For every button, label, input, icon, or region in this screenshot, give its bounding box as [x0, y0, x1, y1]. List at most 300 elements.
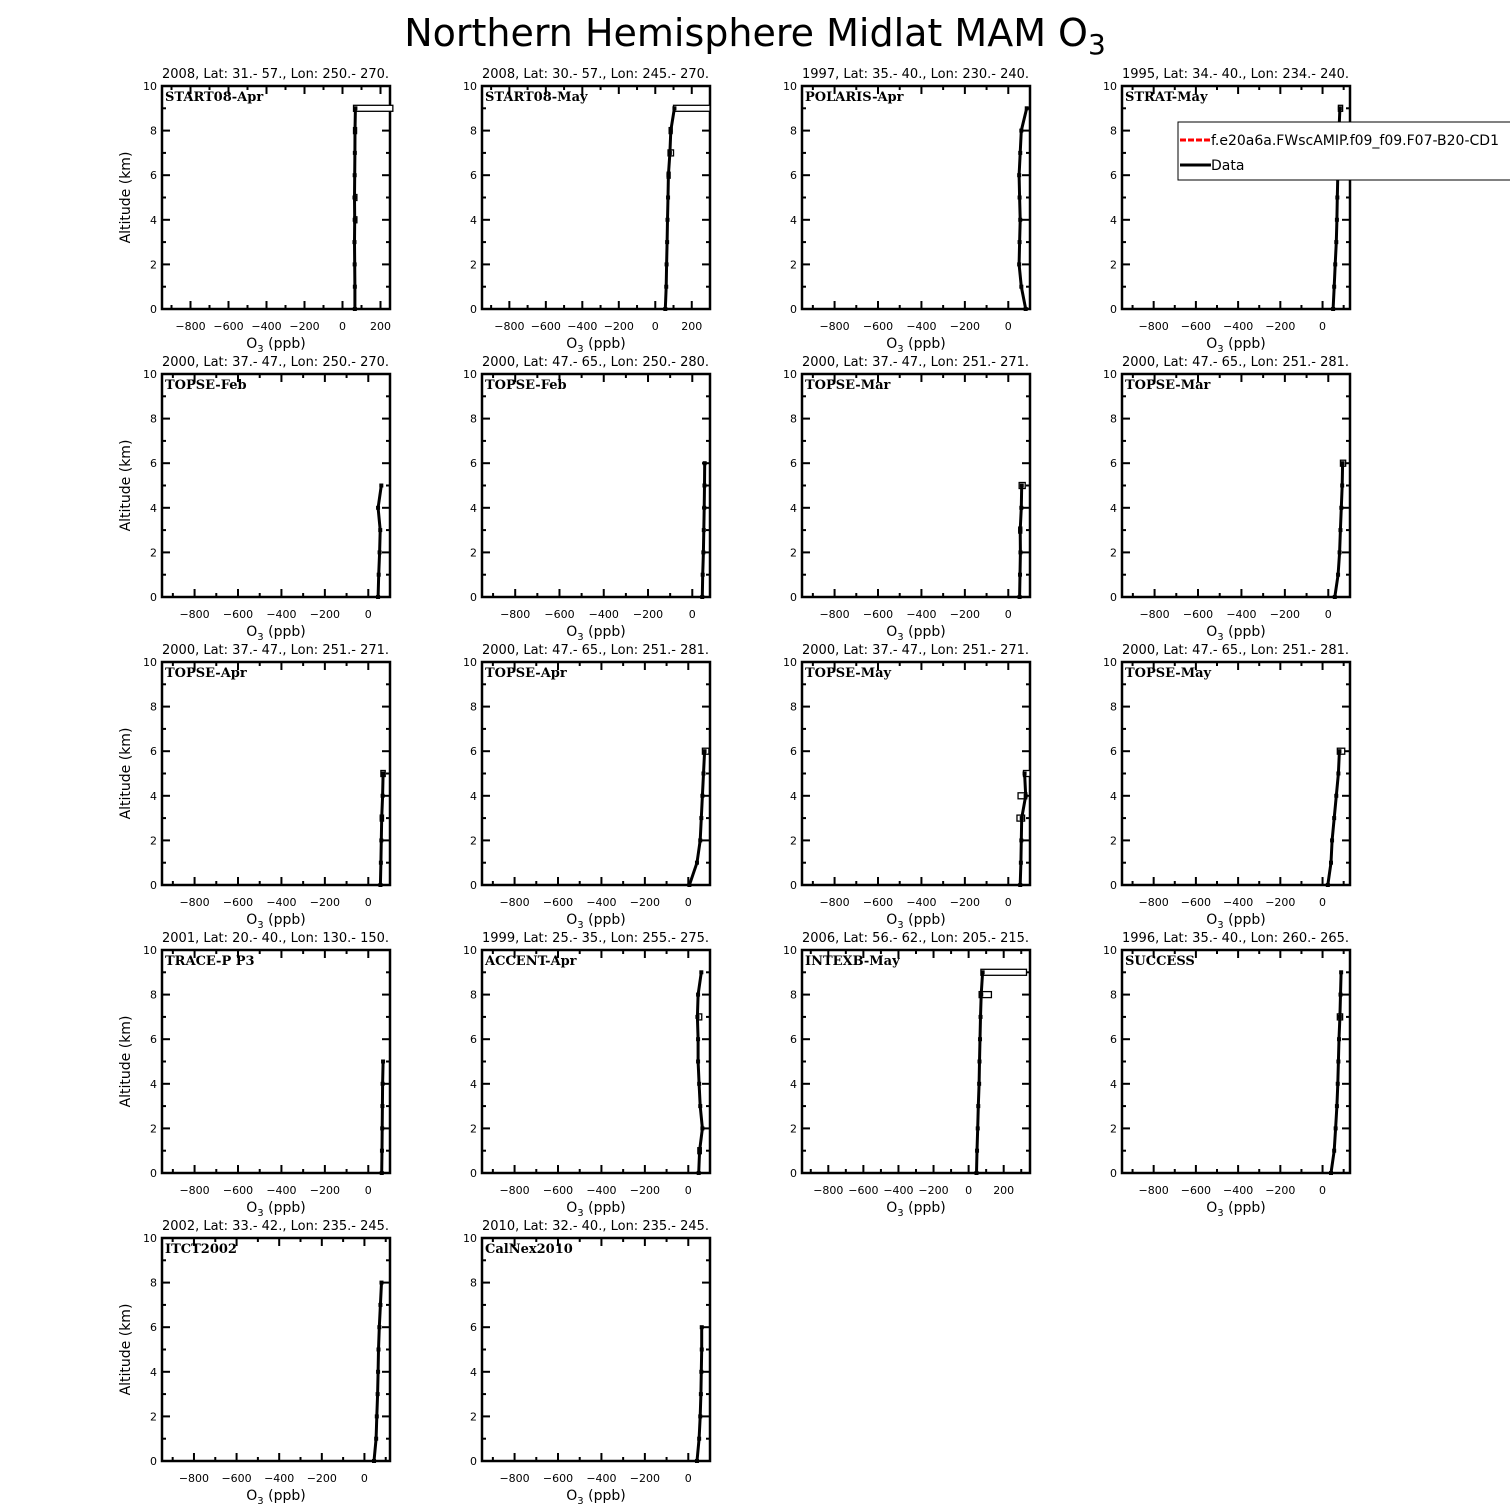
- x-tick-label: −400: [266, 608, 297, 621]
- y-tick-label: 6: [1110, 1033, 1117, 1047]
- x-tick-label: 200: [681, 320, 703, 333]
- plot-frame: [162, 950, 390, 1173]
- y-axis-label: Altitude (km): [118, 439, 134, 532]
- y-tick-label: 10: [783, 80, 797, 93]
- profile-panel: [118, 67, 393, 355]
- plot-frame: [482, 86, 710, 309]
- x-tick-label: −800: [499, 1184, 530, 1197]
- legend-model-label: f.e20a6a.FWscAMIP.f09_f09.F07-B20-CD1: [1211, 133, 1499, 149]
- data-point: [1018, 218, 1022, 222]
- panel-header: 2001, Lat: 20.- 40., Lon: 130.- 150.: [162, 931, 390, 946]
- plot-frame: [1122, 950, 1350, 1173]
- figure-title: [404, 11, 1106, 61]
- profile-panel: [1103, 355, 1350, 643]
- data-point: [1019, 861, 1023, 865]
- x-tick-label: −400: [1223, 320, 1254, 333]
- y-tick-label: 8: [1110, 124, 1117, 138]
- data-point: [353, 285, 357, 289]
- x-axis-label: $O_3$ (ppb): [246, 1200, 306, 1219]
- data-point: [1336, 1060, 1340, 1064]
- y-tick-label: 0: [1110, 1167, 1117, 1180]
- y-tick-label: 6: [150, 169, 157, 183]
- plot-frame: [1122, 374, 1350, 597]
- data-point: [379, 484, 383, 488]
- range-box: [981, 969, 1027, 975]
- data-point: [1329, 861, 1333, 865]
- profile-panel: [1103, 67, 1350, 355]
- x-axis-label: $O_3$ (ppb): [566, 336, 626, 355]
- x-tick-label: 0: [684, 896, 692, 909]
- campaign-label: INTEXB-May: [805, 954, 900, 969]
- data-point: [1334, 1126, 1338, 1130]
- y-axis-label: Altitude (km): [118, 151, 134, 244]
- data-point: [666, 218, 670, 222]
- campaign-label: TOPSE-Mar: [805, 378, 891, 393]
- panel-header: 2000, Lat: 37.- 47., Lon: 251.- 271.: [162, 643, 390, 658]
- data-point: [700, 1348, 704, 1352]
- y-axis-label: Altitude (km): [118, 1015, 134, 1108]
- plot-frame: [162, 1238, 390, 1461]
- y-tick-label: 6: [1110, 169, 1117, 183]
- y-tick-label: 10: [1103, 80, 1117, 93]
- x-tick-label: 0: [965, 1184, 973, 1197]
- panel-header: 2000, Lat: 37.- 47., Lon: 251.- 271.: [802, 643, 1030, 658]
- y-tick-label: 8: [790, 124, 797, 138]
- y-tick-label: 8: [150, 124, 157, 138]
- panel-header: 1995, Lat: 34.- 40., Lon: 234.- 240.: [1122, 67, 1350, 82]
- data-point: [379, 1281, 383, 1285]
- campaign-label: TOPSE-May: [1125, 666, 1212, 681]
- panel-header: 2000, Lat: 47.- 65., Lon: 251.- 281.: [1122, 355, 1350, 370]
- y-tick-label: 4: [1110, 1077, 1117, 1091]
- x-axis-label: $O_3$ (ppb): [886, 336, 946, 355]
- x-tick-label: −200: [1265, 320, 1296, 333]
- x-axis-label: $O_3$ (ppb): [1206, 1200, 1266, 1219]
- data-point: [696, 1037, 700, 1041]
- y-tick-label: 2: [470, 258, 477, 272]
- campaign-label: START08-May: [485, 90, 588, 105]
- x-axis-label: $O_3$ (ppb): [566, 1200, 626, 1219]
- y-tick-label: 4: [470, 501, 477, 515]
- data-point: [378, 528, 382, 532]
- data-point: [1018, 151, 1022, 155]
- data-point: [702, 484, 706, 488]
- data-point: [1024, 307, 1028, 311]
- y-tick-label: 0: [1110, 303, 1117, 316]
- y-tick-label: 0: [470, 1167, 477, 1180]
- data-series-line: [355, 108, 356, 309]
- x-tick-label: −600: [222, 1184, 254, 1197]
- data-point: [379, 838, 383, 842]
- data-point: [701, 573, 705, 577]
- data-point: [1024, 794, 1028, 798]
- y-tick-label: 10: [463, 656, 477, 669]
- data-point: [695, 861, 699, 865]
- data-point: [701, 550, 705, 554]
- x-tick-label: −200: [629, 1184, 660, 1197]
- data-point: [687, 883, 691, 887]
- y-tick-label: 4: [470, 789, 477, 803]
- profile-panel: [463, 931, 710, 1219]
- plot-frame: [1122, 86, 1350, 309]
- profile-panel: [463, 355, 710, 643]
- y-tick-label: 6: [470, 1033, 477, 1047]
- data-point: [1338, 528, 1342, 532]
- y-tick-label: 8: [150, 988, 157, 1002]
- panel-header: 2000, Lat: 47.- 65., Lon: 251.- 281.: [482, 643, 710, 658]
- y-tick-label: 0: [790, 879, 797, 892]
- profile-panel: [118, 1219, 390, 1507]
- profile-panel: [118, 355, 390, 643]
- campaign-label: STRAT-May: [1125, 90, 1208, 105]
- x-axis-label: $O_3$ (ppb): [246, 912, 306, 931]
- data-point: [1340, 484, 1344, 488]
- figure-title-sub: 3: [1087, 28, 1106, 61]
- y-tick-label: 2: [790, 834, 797, 848]
- campaign-label: CalNex2010: [485, 1242, 573, 1257]
- x-tick-label: −200: [309, 1184, 340, 1197]
- data-point: [372, 1459, 376, 1463]
- plot-frame: [162, 374, 390, 597]
- x-tick-label: −600: [1180, 896, 1211, 909]
- y-tick-label: 10: [463, 80, 477, 93]
- y-tick-label: 6: [470, 457, 477, 471]
- x-axis-label: $O_3$ (ppb): [886, 1200, 946, 1219]
- data-point: [1018, 883, 1022, 887]
- y-tick-label: 6: [150, 745, 157, 759]
- data-point: [374, 1437, 378, 1441]
- y-tick-label: 4: [790, 789, 797, 803]
- y-tick-label: 2: [150, 546, 157, 560]
- y-tick-label: 10: [1103, 944, 1117, 957]
- y-tick-label: 6: [790, 169, 797, 183]
- y-tick-label: 10: [143, 80, 157, 93]
- x-tick-label: −800: [175, 320, 206, 333]
- campaign-label: TOPSE-Apr: [485, 666, 567, 681]
- data-point: [1019, 129, 1023, 133]
- x-tick-label: −800: [1138, 320, 1169, 333]
- x-tick-label: −200: [1269, 608, 1300, 621]
- y-tick-label: 2: [150, 1410, 157, 1424]
- data-series-line: [382, 1062, 383, 1174]
- data-point: [376, 506, 380, 510]
- data-point: [700, 1325, 704, 1329]
- y-tick-label: 10: [463, 368, 477, 381]
- x-tick-label: −400: [586, 1184, 617, 1197]
- panel-header: 2008, Lat: 30.- 57., Lon: 245.- 270.: [482, 67, 710, 82]
- campaign-label: TOPSE-Feb: [485, 378, 567, 393]
- y-tick-label: 2: [790, 546, 797, 560]
- data-point: [700, 595, 704, 599]
- y-tick-label: 2: [470, 834, 477, 848]
- x-tick-label: −400: [1223, 896, 1254, 909]
- data-point: [1341, 461, 1345, 465]
- y-tick-label: 6: [470, 1321, 477, 1335]
- panel-header: 2000, Lat: 37.- 47., Lon: 250.- 270.: [162, 355, 390, 370]
- data-series-line: [1020, 486, 1022, 598]
- y-tick-label: 4: [150, 501, 157, 515]
- data-point: [376, 1392, 380, 1396]
- data-point: [979, 1015, 983, 1019]
- campaign-label: TOPSE-Apr: [165, 666, 247, 681]
- campaign-label: TOPSE-May: [805, 666, 892, 681]
- y-axis-label: Altitude (km): [118, 1303, 134, 1396]
- panel-header: 2002, Lat: 33.- 42., Lon: 235.- 245.: [162, 1219, 390, 1234]
- x-tick-label: −400: [1223, 1184, 1254, 1197]
- campaign-label: ACCENT-Apr: [485, 954, 577, 969]
- data-point: [377, 573, 381, 577]
- y-tick-label: 6: [790, 1033, 797, 1047]
- x-tick-label: −200: [949, 896, 980, 909]
- plot-frame: [162, 662, 390, 885]
- x-tick-label: 0: [1004, 896, 1012, 909]
- x-tick-label: 0: [684, 1472, 692, 1485]
- x-tick-label: 0: [651, 320, 659, 333]
- y-tick-label: 4: [790, 213, 797, 227]
- y-tick-label: 6: [790, 457, 797, 471]
- y-tick-label: 2: [470, 1122, 477, 1136]
- data-point: [380, 1171, 384, 1175]
- y-tick-label: 4: [470, 213, 477, 227]
- y-tick-label: 6: [150, 1033, 157, 1047]
- y-tick-label: 4: [790, 1077, 797, 1091]
- x-tick-label: 0: [1319, 320, 1327, 333]
- panel-header: 2000, Lat: 47.- 65., Lon: 250.- 280.: [482, 355, 710, 370]
- data-point: [381, 1082, 385, 1086]
- y-tick-label: 4: [150, 1077, 157, 1091]
- plot-frame: [802, 950, 1030, 1173]
- data-point: [1339, 970, 1343, 974]
- data-point: [698, 838, 702, 842]
- data-point: [702, 528, 706, 532]
- y-tick-label: 8: [790, 988, 797, 1002]
- data-point: [353, 106, 357, 110]
- y-tick-label: 8: [790, 700, 797, 714]
- data-point: [672, 106, 676, 110]
- y-tick-label: 0: [470, 879, 477, 892]
- y-axis-label: Altitude (km): [118, 727, 134, 820]
- panel-header: 2000, Lat: 37.- 47., Lon: 251.- 271.: [802, 355, 1030, 370]
- x-tick-label: −200: [309, 608, 340, 621]
- data-point: [1332, 816, 1336, 820]
- data-point: [1331, 307, 1335, 311]
- x-tick-label: −400: [586, 1472, 617, 1485]
- y-tick-label: 8: [1110, 988, 1117, 1002]
- x-tick-label: −400: [883, 1184, 914, 1197]
- data-point: [379, 861, 383, 865]
- data-point: [1330, 838, 1334, 842]
- data-point: [978, 1037, 982, 1041]
- data-point: [380, 816, 384, 820]
- x-tick-label: 0: [1319, 1184, 1327, 1197]
- panel-grid: [118, 67, 1350, 1507]
- y-tick-label: 0: [150, 303, 157, 316]
- y-tick-label: 10: [143, 944, 157, 957]
- y-tick-label: 8: [470, 700, 477, 714]
- x-tick-label: −800: [499, 896, 530, 909]
- x-tick-label: −600: [542, 1184, 574, 1197]
- range-box: [674, 105, 710, 111]
- data-point: [976, 1104, 980, 1108]
- figure-title-main: Northern Hemisphere Midlat MAM O: [404, 11, 1088, 55]
- legend-data-label: Data: [1211, 158, 1245, 174]
- x-tick-label: −400: [906, 320, 937, 333]
- x-tick-label: 0: [364, 896, 372, 909]
- x-tick-label: −800: [178, 1472, 210, 1485]
- data-point: [1018, 573, 1022, 577]
- data-point: [381, 794, 385, 798]
- profile-panel: [1103, 643, 1350, 931]
- data-point: [381, 1060, 385, 1064]
- x-tick-label: −600: [544, 608, 575, 621]
- x-tick-label: −400: [264, 1472, 295, 1485]
- panel-header: 2006, Lat: 56.- 62., Lon: 205.- 215.: [802, 931, 1030, 946]
- x-tick-label: −800: [1139, 608, 1170, 621]
- x-tick-label: −400: [1226, 608, 1257, 621]
- data-point: [376, 595, 380, 599]
- profile-panel: [1103, 931, 1350, 1219]
- plot-frame: [482, 950, 710, 1173]
- y-tick-label: 0: [790, 303, 797, 316]
- x-tick-label: −400: [906, 608, 937, 621]
- data-point: [665, 262, 669, 266]
- y-tick-label: 10: [143, 1232, 157, 1245]
- y-tick-label: 8: [1110, 412, 1117, 426]
- panel-header: 1997, Lat: 35.- 40., Lon: 230.- 240.: [802, 67, 1030, 82]
- x-tick-label: −600: [542, 1472, 574, 1485]
- data-point: [352, 240, 356, 244]
- panel-header: 1996, Lat: 35.- 40., Lon: 260.- 265.: [1122, 931, 1350, 946]
- data-point: [1334, 794, 1338, 798]
- data-point: [353, 307, 357, 311]
- x-tick-label: −800: [179, 1184, 210, 1197]
- data-point: [975, 1171, 979, 1175]
- y-tick-label: 0: [150, 879, 157, 892]
- x-tick-label: −800: [819, 896, 850, 909]
- profile-panel: [118, 931, 390, 1219]
- data-point: [669, 129, 673, 133]
- x-tick-label: 0: [1319, 896, 1327, 909]
- x-tick-label: −200: [1265, 896, 1296, 909]
- y-tick-label: 2: [470, 1410, 477, 1424]
- profile-panel: [118, 643, 390, 931]
- data-point: [697, 1082, 701, 1086]
- y-tick-label: 10: [1103, 656, 1117, 669]
- profile-panel: [783, 67, 1030, 355]
- plot-frame: [482, 662, 710, 885]
- data-point: [666, 196, 670, 200]
- data-point: [664, 285, 668, 289]
- y-tick-label: 8: [470, 124, 477, 138]
- y-tick-label: 2: [790, 258, 797, 272]
- campaign-label: POLARIS-Apr: [805, 90, 904, 105]
- y-tick-label: 10: [783, 368, 797, 381]
- data-point: [375, 1414, 379, 1418]
- x-tick-label: −200: [949, 608, 980, 621]
- x-tick-label: −200: [918, 1184, 949, 1197]
- data-series-line: [665, 108, 674, 309]
- data-point: [1335, 218, 1339, 222]
- y-tick-label: 0: [150, 1167, 157, 1180]
- data-point: [1023, 772, 1027, 776]
- campaign-label: TRACE-P P3: [165, 954, 255, 969]
- data-point: [1338, 550, 1342, 554]
- data-point: [698, 1104, 702, 1108]
- x-tick-label: 200: [993, 1184, 1015, 1197]
- data-point: [1332, 285, 1336, 289]
- data-point: [977, 1082, 981, 1086]
- y-tick-label: 0: [790, 1167, 797, 1180]
- x-tick-label: −800: [179, 896, 210, 909]
- x-tick-label: −200: [949, 320, 980, 333]
- x-tick-label: 0: [339, 320, 346, 333]
- plot-frame: [482, 1238, 710, 1461]
- y-tick-label: 2: [1110, 1122, 1117, 1136]
- y-tick-label: 10: [463, 1232, 477, 1245]
- data-point: [979, 993, 983, 997]
- data-point: [1337, 1037, 1341, 1041]
- data-series-line: [697, 972, 702, 1173]
- data-point: [353, 151, 357, 155]
- y-tick-label: 4: [470, 1077, 477, 1091]
- data-point: [1329, 1171, 1333, 1175]
- data-point: [353, 218, 357, 222]
- x-tick-label: −600: [530, 320, 561, 333]
- x-tick-label: −400: [588, 608, 619, 621]
- x-axis-label: $O_3$ (ppb): [1206, 912, 1266, 931]
- x-tick-label: −800: [1138, 896, 1169, 909]
- y-tick-label: 0: [470, 1455, 477, 1468]
- data-point: [1334, 240, 1338, 244]
- x-tick-label: 0: [684, 1184, 692, 1197]
- y-tick-label: 8: [150, 1276, 157, 1290]
- data-point: [1019, 838, 1023, 842]
- x-tick-label: −800: [813, 1184, 844, 1197]
- x-tick-label: −400: [266, 896, 297, 909]
- data-point: [702, 506, 706, 510]
- data-point: [1020, 816, 1024, 820]
- plot-frame: [482, 374, 710, 597]
- x-tick-label: −400: [906, 896, 937, 909]
- y-tick-label: 10: [463, 944, 477, 957]
- panel-header: 2008, Lat: 31.- 57., Lon: 250.- 270.: [162, 67, 390, 82]
- profile-panel: [783, 355, 1030, 643]
- data-point: [381, 772, 385, 776]
- x-tick-label: 200: [370, 320, 391, 333]
- data-point: [663, 307, 667, 311]
- x-tick-label: 0: [364, 1184, 372, 1197]
- x-tick-label: 0: [360, 1472, 368, 1485]
- x-axis-label: $O_3$ (ppb): [1206, 336, 1266, 355]
- x-tick-label: 0: [1004, 608, 1012, 621]
- data-point: [353, 173, 357, 177]
- data-point: [668, 151, 672, 155]
- x-tick-label: −600: [1180, 1184, 1211, 1197]
- data-series-line: [977, 972, 983, 1173]
- data-point: [703, 461, 707, 465]
- data-point: [1339, 506, 1343, 510]
- panel-header: 2010, Lat: 32.- 40., Lon: 235.- 245.: [482, 1219, 710, 1234]
- y-tick-label: 2: [1110, 546, 1117, 560]
- y-tick-label: 0: [470, 591, 477, 604]
- data-point: [1017, 173, 1021, 177]
- y-tick-label: 4: [790, 501, 797, 515]
- x-tick-label: −400: [586, 896, 617, 909]
- x-tick-label: 0: [1004, 320, 1012, 333]
- data-point: [1335, 1104, 1339, 1108]
- data-point: [696, 1060, 700, 1064]
- data-point: [666, 173, 670, 177]
